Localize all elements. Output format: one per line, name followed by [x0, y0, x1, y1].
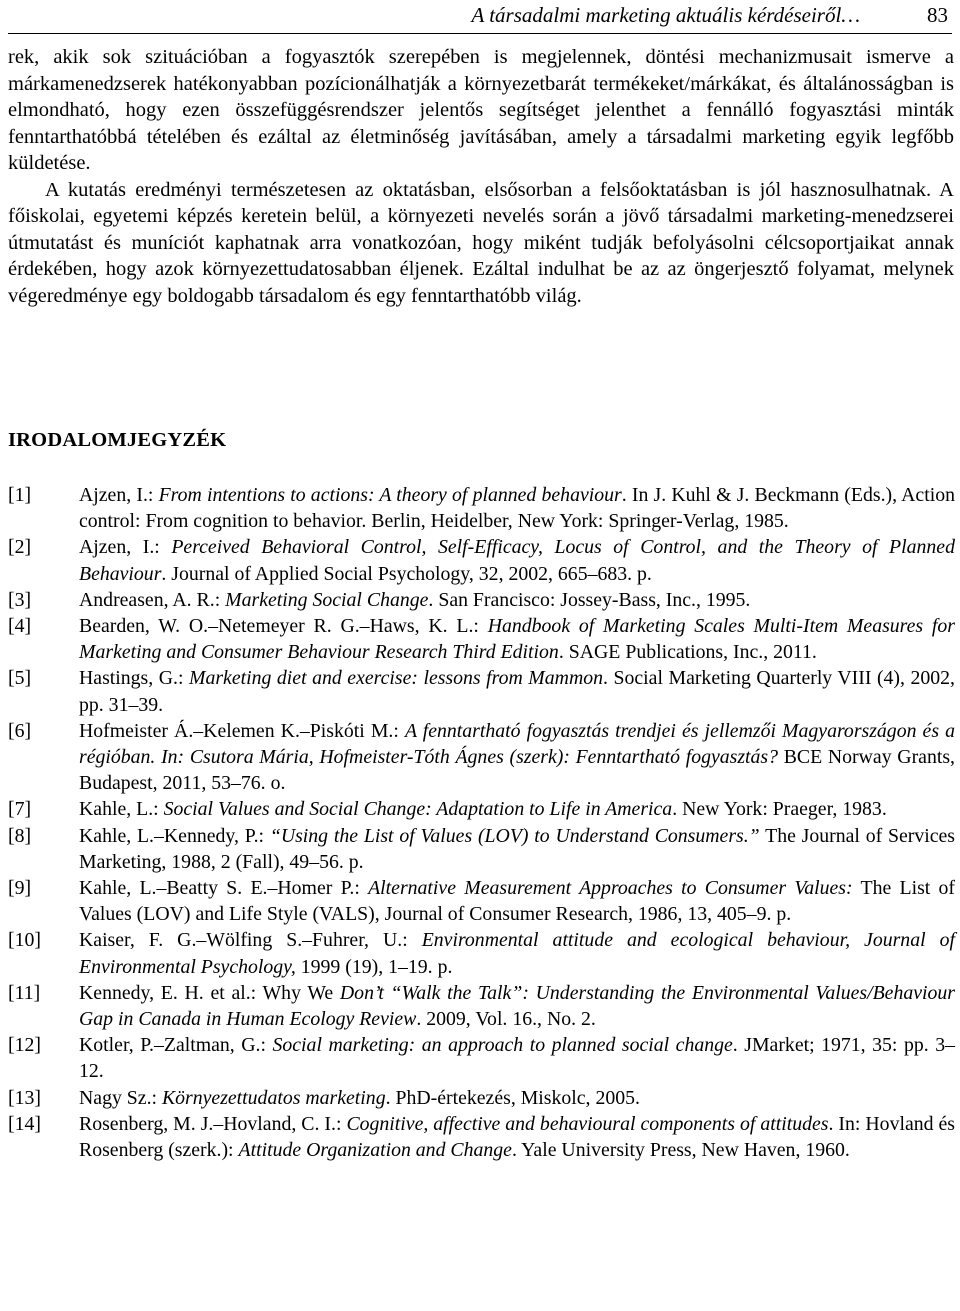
reference-number: [3] [8, 588, 32, 611]
reference-number: [1] [8, 484, 32, 506]
reference-text-part: . PhD-értekezés, Miskolc, 2005. [385, 1086, 640, 1109]
reference-number: [6] [8, 719, 32, 742]
reference-text-part: Nagy Sz.: [79, 1086, 162, 1109]
reference-title-italic: A fenntartható fogyasztás trendjei és jellemzői Magyarországon és a régióban. In: Csutora Mária, Hofmeister-Tóth Ágnes (szerk): Fenntartható fogyasztás? [79, 719, 955, 769]
reference-item [8, 980, 955, 1032]
reference-item [8, 665, 955, 717]
reference-item [8, 587, 955, 613]
reference-text-part: . 2009, Vol. 16., No. 2. [416, 1008, 596, 1031]
reference-title-italic: Alternative Measurement Approaches to Consumer Values: [368, 877, 853, 900]
reference-text-part: Bearden, W. O.–Netemeyer R. G.–Haws, K. L.: [79, 615, 488, 638]
reference-text-part: . In J. Kuhl & J. Beckmann (Eds.), Action control: From cognition to behavior. Berlin, Heidelber, New York: Springer-Verlag, 1985. [79, 484, 955, 533]
reference-text-part: Kahle, L.–Beatty S. E.–Homer P.: [79, 877, 369, 900]
running-title: A társadalmi marketing aktuális kérdéseiről… [471, 3, 860, 27]
reference-text [79, 482, 955, 534]
reference-text [79, 587, 955, 613]
reference-title-italic: From intentions to actions: A theory of planned behaviour [158, 484, 622, 506]
reference-text [79, 718, 955, 797]
reference-number: [2] [8, 536, 32, 559]
reference-item [8, 927, 955, 979]
reference-item [8, 1032, 955, 1084]
reference-number: [8] [8, 824, 32, 847]
reference-title-italic: Cognitive, affective and behavioural components of attitudes [346, 1112, 829, 1135]
reference-title-italic: Attitude Organization and Change [238, 1139, 512, 1162]
reference-title-italic: Social marketing: an approach to planned social change [272, 1034, 733, 1057]
reference-text-part: Kahle, L.: [79, 798, 164, 821]
reference-text [79, 980, 955, 1032]
reference-text-part: . New York: Praeger, 1983. [672, 798, 887, 821]
reference-title-italic: Marketing Social Change [225, 588, 429, 611]
reference-text-part: Kahle, L.–Kennedy, P.: [79, 824, 270, 847]
reference-text-part: . JMarket; 1971, 35: pp. 3–12. [79, 1034, 955, 1083]
reference-item [8, 1085, 955, 1111]
reference-number: [9] [8, 877, 32, 900]
body-text [8, 44, 954, 309]
references-heading: IRODALOMJEGYZÉK [8, 429, 227, 451]
reference-title-italic: Social Values and Social Change: Adaptation to Life in America [163, 798, 673, 821]
reference-text [79, 1032, 955, 1084]
reference-text [79, 1111, 955, 1163]
reference-text [79, 927, 955, 979]
reference-text-part: The Journal of Services Marketing, 1988, 2 (Fall), 49–56. p. [79, 824, 956, 873]
reference-number: [12] [8, 1034, 41, 1057]
reference-number: [5] [8, 667, 32, 690]
reference-number: [10] [8, 929, 41, 952]
reference-list [8, 482, 955, 1163]
reference-number: [14] [8, 1112, 41, 1135]
reference-text-part: . Journal of Applied Social Psychology, 32, 2002, 665–683. p. [161, 562, 652, 585]
reference-title-italic: Don’t “Walk the Talk”: Understanding the Environmental Values/Behaviour Gap in Canada in Human Ecology Review [79, 981, 955, 1031]
reference-text [79, 534, 955, 586]
reference-title-italic: Environmental attitude and ecological behaviour, Journal of Environmental Psychology, [79, 929, 955, 978]
paragraph: rek, akik sok szituációban a fogyasztók szerepében is megjelennek, döntési mechanizmusait ismerve a márkamenedzserek hatékonyabban pozícionálhatják a környezetbarát termékeket/márkákat, és általánosságban is elmondható, hogy ezen összefüggésrendszer jelentős segítséget jelenthet a fennálló fogyasztási minták fenntarthatóbbá tételében és ezáltal az életminőség javításában, amely a társadalmi marketing egyik legfőbb küldetése. [8, 46, 954, 174]
reference-item [8, 534, 955, 586]
reference-item [8, 1111, 955, 1163]
reference-text-part: Rosenberg, M. J.–Hovland, C. I.: [79, 1112, 347, 1135]
reference-text-part: . Social Marketing Quarterly VIII (4), 2002, pp. 31–39. [79, 667, 955, 716]
reference-text-part: Kaiser, F. G.–Wölfing S.–Fuhrer, U.: [79, 929, 422, 952]
reference-title-italic: Környezettudatos marketing [161, 1086, 386, 1109]
reference-title-italic: “Using the List of Values (LOV) to Understand Consumers.” [269, 824, 760, 847]
reference-item [8, 482, 955, 534]
reference-number: [4] [8, 615, 32, 638]
reference-text-part: Andreasen, A. R.: [79, 588, 226, 611]
reference-title-italic: Marketing diet and exercise: lessons from Mammon [188, 667, 604, 690]
reference-number: [7] [8, 798, 32, 821]
reference-number: [13] [8, 1086, 41, 1109]
reference-text-part: Ajzen, I.: [79, 536, 172, 559]
reference-number: [11] [8, 981, 41, 1004]
reference-text-part: . In: Hovland és Rosenberg (szerk.): [79, 1112, 955, 1162]
reference-text-part: Hofmeister Á.–Kelemen K.–Piskóti M.: [79, 719, 405, 742]
reference-text [79, 823, 955, 875]
reference-text-part: . San Francisco: Jossey-Bass, Inc., 1995. [428, 588, 751, 611]
reference-text-part: . SAGE Publications, Inc., 2011. [558, 641, 817, 664]
reference-text [79, 875, 955, 927]
reference-item [8, 718, 955, 797]
reference-text-part: BCE Norway Grants, Budapest, 2011, 53–76. o. [79, 746, 955, 795]
reference-text [79, 796, 955, 822]
reference-title-italic: Handbook of Marketing Scales Multi-Item Measures for Marketing and Consumer Behaviour Research Third Edition [79, 615, 955, 664]
running-header [8, 0, 952, 34]
reference-text-part: Ajzen, I.: [79, 484, 159, 506]
reference-text-part: . Yale University Press, New Haven, 1960. [511, 1139, 850, 1162]
page-number: 83 [927, 3, 948, 27]
reference-text-part: Kennedy, E. H. et al.: Why We [79, 981, 340, 1004]
reference-text-part: 1999 (19), 1–19. p. [295, 955, 453, 978]
reference-text [79, 1085, 955, 1111]
reference-item [8, 796, 955, 822]
reference-item [8, 613, 955, 665]
reference-text-part: Kotler, P.–Zaltman, G.: [79, 1034, 273, 1057]
reference-text [79, 613, 955, 665]
reference-item [8, 875, 955, 927]
reference-item [8, 823, 955, 875]
reference-text [79, 665, 955, 717]
reference-text-part: Hastings, G.: [79, 667, 189, 690]
paragraph: A kutatás eredményi természetesen az oktatásban, elsősorban a felsőoktatásban is jól hasznosulhatnak. A főiskolai, egyetemi képzés keretein belül, a környezeti nevelés során a jövő társadalmi marketing-menedzserei útmutatást és muníciót kaphatnak arra vonatkozóan, hogy miként tudják befolyásolni célcsoportjaikat annak érdekében, hogy azok környezettudatosabban éljenek. Ezáltal indulhat be az az öngerjesztő folyamat, melynek végeredménye egy boldogabb társadalom és egy fenntarthatóbb világ. [8, 178, 954, 307]
reference-text-part: The List of Values (LOV) and Life Style (VALS), Journal of Consumer Research, 1986, 13, 405–9. p. [79, 877, 956, 926]
reference-title-italic: Perceived Behavioral Control, Self-Efficacy, Locus of Control, and the Theory of Planned Behaviour [79, 536, 955, 585]
